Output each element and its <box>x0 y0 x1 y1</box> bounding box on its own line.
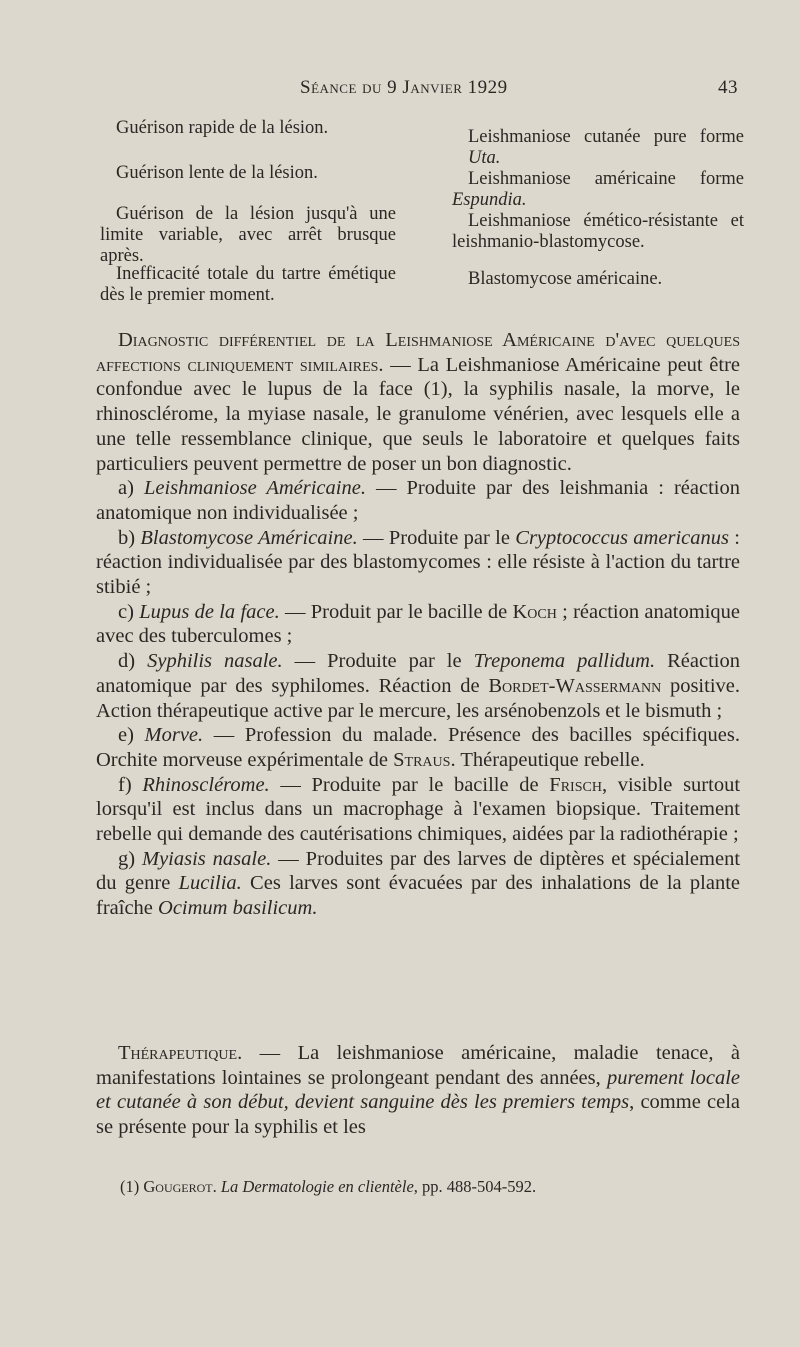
item-title: Blastomycose Américaine. <box>140 526 358 549</box>
item-label: d) <box>118 650 148 673</box>
item-text: — Produite par des leishmania : réaction anatomique non individualisée ; <box>96 477 740 524</box>
table-left-cell: Inefficacité totale du tartre émétique dès le premier moment. <box>100 264 396 305</box>
species-name: Treponema pallidum. <box>473 650 656 673</box>
table-right-cell <box>452 169 744 211</box>
item-text: Ces larves sont évacuées par des inhalations de la plante fraîche <box>96 872 740 920</box>
item-text: . Thérapeutique rebelle. <box>450 748 645 771</box>
genus-name: Lucilia. <box>178 872 242 895</box>
item-text: — Profession du malade. Présence des bacilles spécifiques. Orchite morveuse expérimentale de <box>96 724 740 771</box>
table-right-cell: Leishmaniose émético-résistante et leishmanio-blastomycose. <box>452 211 744 252</box>
diagnosis-item-f <box>96 773 740 847</box>
italic-text: purement locale et cutanée à son début, devient sanguine dès les premiers temps <box>96 1066 740 1114</box>
diagnosis-item-e <box>96 723 740 772</box>
diagnostic-section <box>96 328 740 921</box>
table-left-cell: Guérison rapide de la lésion. <box>116 118 329 138</box>
footnote-author: Gougerot <box>143 1177 213 1196</box>
footnote-title: La Dermatologie en clientèle <box>220 1177 414 1196</box>
section-heading: Diagnostic différentiel de la Leishmaniose Américaine d'avec quelques affections cliniquement similaires. <box>96 329 740 376</box>
author-name: Frisch <box>549 773 602 796</box>
page-number: 43 <box>718 77 738 98</box>
item-text: ; réaction anatomique avec des tuberculomes ; <box>96 600 740 648</box>
species-name: Cryptococcus americanus <box>515 526 729 549</box>
item-text: Réaction anatomique par des syphilomes. Réaction de <box>96 650 740 697</box>
item-label: f) <box>118 773 143 796</box>
table-right-cell: Blastomycose américaine. <box>468 269 663 289</box>
item-label: c) <box>118 600 140 623</box>
diagnosis-item-c <box>96 600 740 649</box>
species-name: Ocimum basilicum. <box>158 897 318 920</box>
footnote-pages: , pp. 488-504-592. <box>413 1177 537 1196</box>
table-right-text: Leishmaniose cutanée pure forme <box>468 127 744 147</box>
item-text: — Produite par le bacille de <box>269 773 550 796</box>
item-title: Syphilis nasale. <box>147 650 283 673</box>
item-text: : réaction individualisée par des blastomycomes : elle résiste à l'action du tartre stibié ; <box>96 526 740 599</box>
item-text: positive. Action thérapeutique active par le mercure, les arsénobenzols et le bismuth ; <box>96 674 740 722</box>
paragraph-text: , comme cela se présente pour la syphilis et les <box>96 1091 740 1139</box>
footnote <box>120 1177 740 1197</box>
diagnosis-item-a <box>96 476 740 525</box>
table-right-italic: Espundia. <box>452 190 527 210</box>
author-name: Bordet-Wassermann <box>488 674 662 697</box>
paragraph-text: — La leishmaniose américaine, maladie tenace, à manifestations lointaines se prolongeant pendant des années, <box>96 1042 740 1089</box>
diagnosis-item-d <box>96 649 740 723</box>
therapeutique-section <box>96 1041 740 1140</box>
footnote-separator: . <box>212 1177 221 1196</box>
table-right-italic: Uta. <box>468 148 501 168</box>
diagnosis-item-b <box>96 526 740 600</box>
author-name: Koch <box>512 600 557 623</box>
page-header <box>0 77 800 105</box>
diagnosis-item-g <box>96 847 740 921</box>
table-right-cell <box>452 127 744 169</box>
item-label: a) <box>118 477 144 500</box>
item-text: — Produite par le <box>282 650 474 673</box>
running-head: Séance du 9 Janvier 1929 <box>300 77 508 98</box>
table-left-cell: Guérison de la lésion jusqu'à une limite variable, avec arrêt brusque après. <box>100 204 396 266</box>
item-title: Rhinosclérome. <box>142 773 270 796</box>
item-text: — Produit par le bacille de <box>279 600 513 623</box>
diagnostic-intro <box>96 328 740 476</box>
item-title: Leishmaniose Américaine. <box>143 477 366 500</box>
section-heading: Thérapeutique. <box>118 1042 243 1064</box>
table-left-cell: Guérison lente de la lésion. <box>116 163 318 183</box>
item-label: b) <box>118 526 141 549</box>
item-label: g) <box>118 847 142 870</box>
table-right-text: Leishmaniose américaine forme <box>468 169 744 189</box>
item-title: Morve. <box>144 724 204 747</box>
item-text: — Produite par le <box>357 526 516 549</box>
item-text: , visible surtout lorsqu'il est inclus dans un macrophage à l'examen biopsique. Traitement rebelle qui demande des cautérisations chimiques, aidées par la radiothérapie ; <box>96 773 741 846</box>
item-text: — Produites par des larves de diptères et spécialement du genre <box>96 847 741 895</box>
therapeutique-paragraph <box>96 1041 740 1140</box>
paragraph-text: — La Leishmaniose Américaine peut être confondue avec le lupus de la face (1), la syphilis nasale, la morve, le rhinosclérome, la myiase nasale, le granulome vénérien, avec lesquels elle a une telle ressemblance clinique, que seuls le laboratoire et quelques faits particuliers peuvent permettre de poser un bon diagnostic. <box>96 353 740 475</box>
author-name: Straus <box>393 748 451 771</box>
item-title: Myiasis nasale. <box>142 847 272 870</box>
item-title: Lupus de la face. <box>139 600 280 623</box>
footnote-marker: (1) <box>120 1177 144 1196</box>
item-label: e) <box>118 724 145 747</box>
